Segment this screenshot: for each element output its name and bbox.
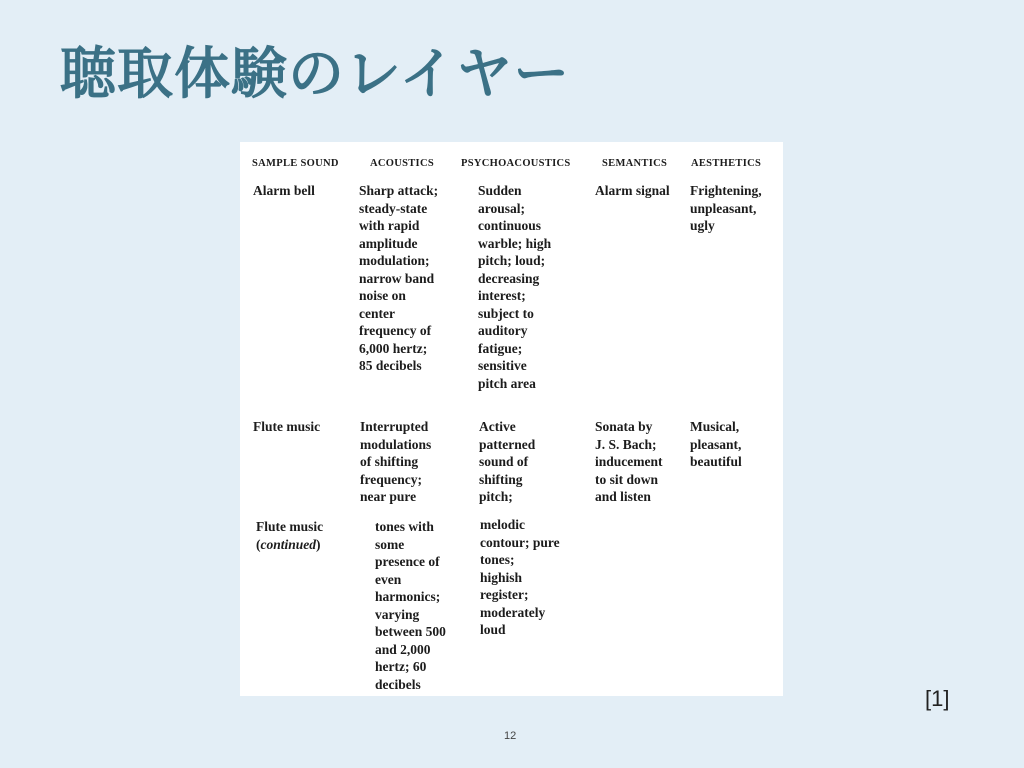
row3-psychoacoustics: melodic contour; pure tones; highish register; moderately loud [480, 517, 560, 637]
scanned-table-image [240, 142, 783, 696]
header-acoustics: ACOUSTICS [370, 158, 434, 169]
header-sample-sound: SAMPLE SOUND [252, 158, 339, 169]
row1-sample: Alarm bell [253, 183, 315, 198]
header-semantics: SEMANTICS [602, 158, 668, 169]
row1-acoustics: Sharp attack; steady-state with rapid amplitude modulation; narrow band noise on center frequency of 6,000 hertz; 85 decibels [359, 183, 439, 373]
row3-sample: Flute music (continued) [256, 519, 324, 552]
page-number: 12 [504, 730, 517, 742]
header-psychoacoustics: PSYCHOACOUSTICS [461, 158, 571, 169]
row1-psychoacoustics: Sudden arousal; continuous warble; high pitch; loud; decreasing interest; subject to auditory fatigue; sensitive pitch area [478, 183, 552, 391]
row1-aesthetics: Frightening, unpleasant, ugly [690, 183, 762, 233]
row2-aesthetics: Musical, pleasant, beautiful [690, 419, 742, 469]
row2-psychoacoustics: Active patterned sound of shifting pitch; [479, 419, 536, 504]
reference-marker: [1] [925, 686, 950, 711]
row3-sample-label: Flute music [256, 519, 324, 534]
header-aesthetics: AESTHETICS [691, 158, 762, 169]
row1-semantics: Alarm signal [595, 183, 670, 198]
row2-acoustics: Interrupted modulations of shifting frequency; near pure [360, 419, 432, 504]
row3-sample-note: continued [260, 536, 317, 552]
slide-title: 聴取体験のレイヤー [60, 42, 571, 107]
row2-semantics: Sonata by J. S. Bach; inducement to sit down and listen [595, 419, 663, 504]
row3-acoustics: tones with some presence of even harmonics; varying between 500 and 2,000 hertz; 60 decibels [375, 519, 446, 692]
row2-sample: Flute music [253, 419, 321, 434]
